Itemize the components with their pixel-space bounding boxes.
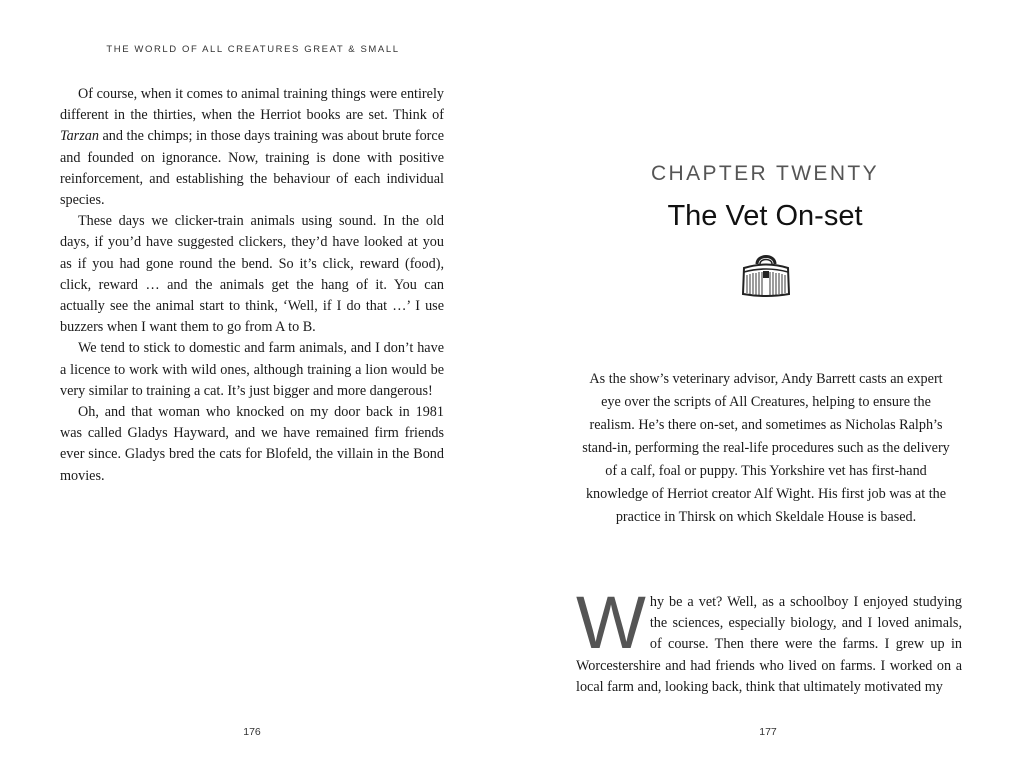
paragraph: These days we clicker-train animals using sound. In the old days, if you’d have suggested clickers, they’d have looked at you as if you had gone round the bend. So it’s click, reward (food), click, reward … and the animals get the hang of it. You can actually see the animal start to think, ‘Well, if I do that …’ I use buzzers when I want them to go from A to B. <box>60 213 444 336</box>
chapter-label: CHAPTER TWENTY <box>650 162 880 185</box>
chapter-intro: As the show’s veterinary advisor, Andy Barrett casts an expert eye over the scripts of All Creatures, helping to ensure the realism. He’s there on-set, and sometimes as Nicholas Ralph’s stand-in, performing the real-life procedures such as the delivery of a calf, foal or puppy. This Yorkshire vet has first-hand knowledge of Herriot creator Alf Wight. His first job was at the practice in Thirsk on which Skeldale House is based. <box>582 371 950 525</box>
left-body-text <box>60 84 444 487</box>
page-number: 177 <box>759 726 777 738</box>
paragraph: Oh, and that woman who knocked on my door back in 1981 was called Gladys Hayward, and we have remained firm friends ever since. Gladys bred the cats for Blofeld, the villain in the Bond movies. <box>60 404 444 484</box>
paragraph: We tend to stick to domestic and farm animals, and I don’t have a licence to work with wild ones, although training a lion would be very similar to training a cat. It’s just bigger and more dangerous! <box>60 340 444 399</box>
italic-title: Tarzan <box>60 128 99 145</box>
paragraph: Of course, when it comes to animal training things were entirely different in the thirties, when the Herriot books are set. Think of Tarzan and the chimps; in those days training was about brute force and founded on ignorance. Now, training is done with positive reinforcement, and establishing the behaviour of each individual species. <box>60 86 444 209</box>
right-body-text <box>576 581 962 698</box>
chapter-title: The Vet On-set <box>667 200 863 232</box>
running-head: THE WORLD OF ALL CREATURES GREAT & SMALL <box>106 44 400 55</box>
right-page <box>510 0 1020 780</box>
paragraph: Why be a vet? Well, as a schoolboy I enjoyed studying the sciences, especially biology, and I loved animals, of course. Then there were the farms. I grew up in Worcestershire and had friends who lived on farms. I worked on a local farm and, looking back, think that ultimately motivated my <box>576 581 962 695</box>
doctor-bag-icon <box>738 250 794 300</box>
page-number: 176 <box>243 726 261 738</box>
drop-cap: W <box>576 581 646 664</box>
